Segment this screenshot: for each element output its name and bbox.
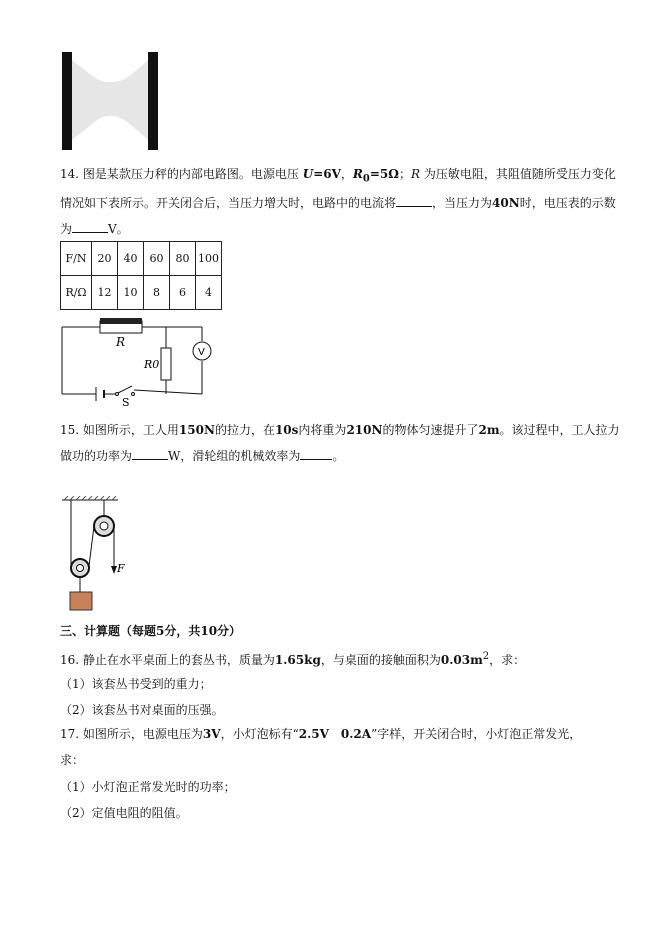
switch-label: S bbox=[122, 396, 130, 406]
table-cell: 60 bbox=[144, 242, 170, 276]
section-title: 三、计算题（每题5分，共10分） bbox=[60, 624, 242, 638]
r0-label: R0 bbox=[144, 358, 160, 371]
table-cell: 10 bbox=[118, 276, 144, 310]
weight-box bbox=[70, 592, 92, 610]
table-cell: 20 bbox=[92, 242, 118, 276]
force-resistance-table bbox=[60, 241, 222, 310]
q15-line1: 15. 如图所示，工人用150N的拉力，在10s内将重为210N的物体匀速提升了2m。该过程中，工人拉力 bbox=[60, 423, 620, 437]
ceiling-icon bbox=[64, 496, 116, 500]
hourglass-shape bbox=[72, 60, 148, 140]
right-plate bbox=[148, 52, 158, 150]
q16-sub1: （1）该套丛书受到的重力； bbox=[60, 677, 212, 691]
q17-sub1: （1）小灯泡正常发光时的功率； bbox=[60, 780, 236, 794]
table-row bbox=[61, 242, 222, 276]
partial-figure bbox=[60, 52, 164, 150]
r-label: R bbox=[116, 335, 126, 349]
resistor-r0 bbox=[161, 348, 171, 380]
answer-blank-voltage[interactable] bbox=[72, 221, 108, 233]
force-label: F bbox=[117, 562, 125, 575]
table-cell: F/N bbox=[61, 242, 92, 276]
answer-blank-power[interactable] bbox=[132, 448, 168, 460]
q17-line1: 17. 如图所示，电源电压为3V，小灯泡标有“2.5V 0.2A”字样，开关闭合时，小灯泡正常发光， bbox=[60, 727, 582, 741]
table-cell: 8 bbox=[144, 276, 170, 310]
q16-sub2: （2）该套丛书对桌面的压强。 bbox=[60, 703, 224, 717]
circuit-diagram bbox=[60, 316, 220, 406]
q16-line1: 16. 静止在水平桌面上的套丛书，质量为1.65kg，与桌面的接触面积为$0.03m^2$，求： bbox=[60, 651, 526, 667]
q14-line3: 为 V。 bbox=[60, 222, 129, 236]
table-cell: 100 bbox=[196, 242, 222, 276]
table-cell: 40 bbox=[118, 242, 144, 276]
table-cell: 6 bbox=[170, 276, 196, 310]
answer-blank-efficiency[interactable] bbox=[300, 448, 332, 460]
pressure-plate bbox=[100, 318, 142, 324]
q17-sub2: （2）定值电阻的阻值。 bbox=[60, 806, 188, 820]
q17-line2: 求： bbox=[60, 753, 85, 767]
voltmeter-label: V bbox=[198, 347, 205, 358]
table-cell: 80 bbox=[170, 242, 196, 276]
table-cell: 12 bbox=[92, 276, 118, 310]
left-plate bbox=[62, 52, 72, 150]
table-cell: R/Ω bbox=[61, 276, 92, 310]
table-row bbox=[61, 276, 222, 310]
q15-line2: 做功的功率为 W，滑轮组的机械效率为 。 bbox=[60, 449, 345, 463]
answer-blank-current[interactable] bbox=[396, 195, 432, 207]
table-cell: 4 bbox=[196, 276, 222, 310]
pulley-figure bbox=[60, 496, 130, 614]
q14-line1: 14. 图是某款压力秤的内部电路图。电源电压 U=6V，$R_0=5\Omega$；R 为压敏电阻，其阻值随所受压力变化 bbox=[60, 167, 616, 185]
q14-line2: 情况如下表所示。开关闭合后，当压力增大时，电路中的电流将 ，当压力为40N时，电压表的示数 bbox=[60, 196, 616, 210]
